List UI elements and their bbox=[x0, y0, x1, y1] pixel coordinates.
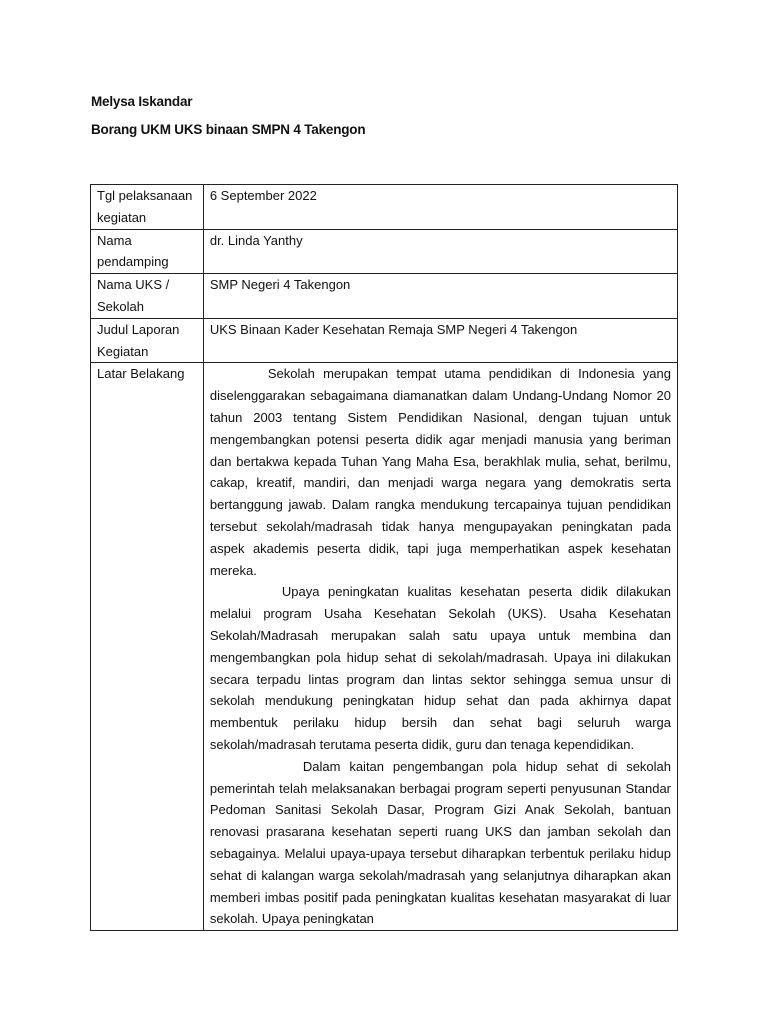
table-row bbox=[91, 363, 678, 931]
document-title: Borang UKM UKS binaan SMPN 4 Takengon bbox=[91, 122, 366, 137]
background-paragraph-3: Dalam kaitan pengembangan pola hidup sehat di sekolah pemerintah telah melaksanakan berbagai program seperti penyusunan Standar Pedoman Sanitasi Sekolah Dasar, Program Gizi Anak Sekolah, bantuan renovasi prasarana kesehatan seperti ruang UKS dan jamban sekolah dan sebagainya. Melalui upaya-upaya tersebut diharapkan terbentuk perilaku hidup sehat di kalangan warga sekolah/madrasah yang selanjutnya diharapkan akan memberi imbas positif pada peningkatan kualitas kesehatan masyarakat di luar sekolah. Upaya peningkatan bbox=[209, 758, 671, 927]
field-value-date: 6 September 2022 bbox=[203, 185, 677, 230]
background-paragraph-2: Upaya peningkatan kualitas kesehatan peserta didik dilakukan melalui program Usaha Kesehatan Sekolah (UKS). Usaha Kesehatan Sekolah/Madrasah merupakan salah satu upaya untuk membina dan mengembangkan pola hidup sehat di sekolah/madrasah. Upaya ini dilakukan secara terpadu lintas program dan lintas sektor sehingga semua unsur di sekolah mendukung peningkatan hidup sehat dan pada akhirnya dapat membentuk perilaku hidup bersih dan sehat bagi seluruh warga sekolah/madrasah terutama peserta didik, guru dan tenaga kependidikan. bbox=[209, 584, 671, 752]
field-value-background bbox=[203, 363, 677, 931]
activity-report-table bbox=[90, 184, 678, 931]
field-label-school: Nama UKS / Sekolah bbox=[91, 274, 204, 319]
field-value-school: SMP Negeri 4 Takengon bbox=[203, 274, 677, 319]
field-value-report-title: UKS Binaan Kader Kesehatan Remaja SMP Negeri 4 Takengon bbox=[203, 318, 677, 363]
field-label-companion: Nama pendamping bbox=[91, 229, 204, 274]
table-row bbox=[91, 318, 678, 363]
background-text bbox=[210, 363, 671, 930]
field-label-background: Latar Belakang bbox=[91, 363, 204, 931]
table-row bbox=[91, 185, 678, 230]
table-row bbox=[91, 274, 678, 319]
field-value-companion: dr. Linda Yanthy bbox=[203, 229, 677, 274]
table-row bbox=[91, 229, 678, 274]
background-paragraph-1: Sekolah merupakan tempat utama pendidikan di Indonesia yang diselenggarakan sebagaimana diamanatkan dalam Undang-Undang Nomor 20 tahun 2003 tentang Sistem Pendidikan Nasional, dengan tujuan untuk mengembangkan potensi peserta didik agar menjadi manusia yang beriman dan bertakwa kepada Tuhan Yang Maha Esa, berakhlak mulia, sehat, berilmu, cakap, kreatif, mandiri, dan menjadi warga negara yang demokratis serta bertanggung jawab. Dalam rangka mendukung tercapainya tujuan pendidikan tersebut sekolah/madrasah tidak hanya mengupayakan peningkatan pada aspek akademis peserta didik, tapi juga memperhatikan aspek kesehatan mereka. bbox=[209, 366, 671, 578]
field-label-date: Tgl pelaksanaan kegiatan bbox=[91, 185, 204, 230]
field-label-report-title: Judul Laporan Kegiatan bbox=[91, 318, 204, 363]
author-name: Melysa Iskandar bbox=[91, 94, 193, 109]
document-header bbox=[91, 93, 365, 139]
